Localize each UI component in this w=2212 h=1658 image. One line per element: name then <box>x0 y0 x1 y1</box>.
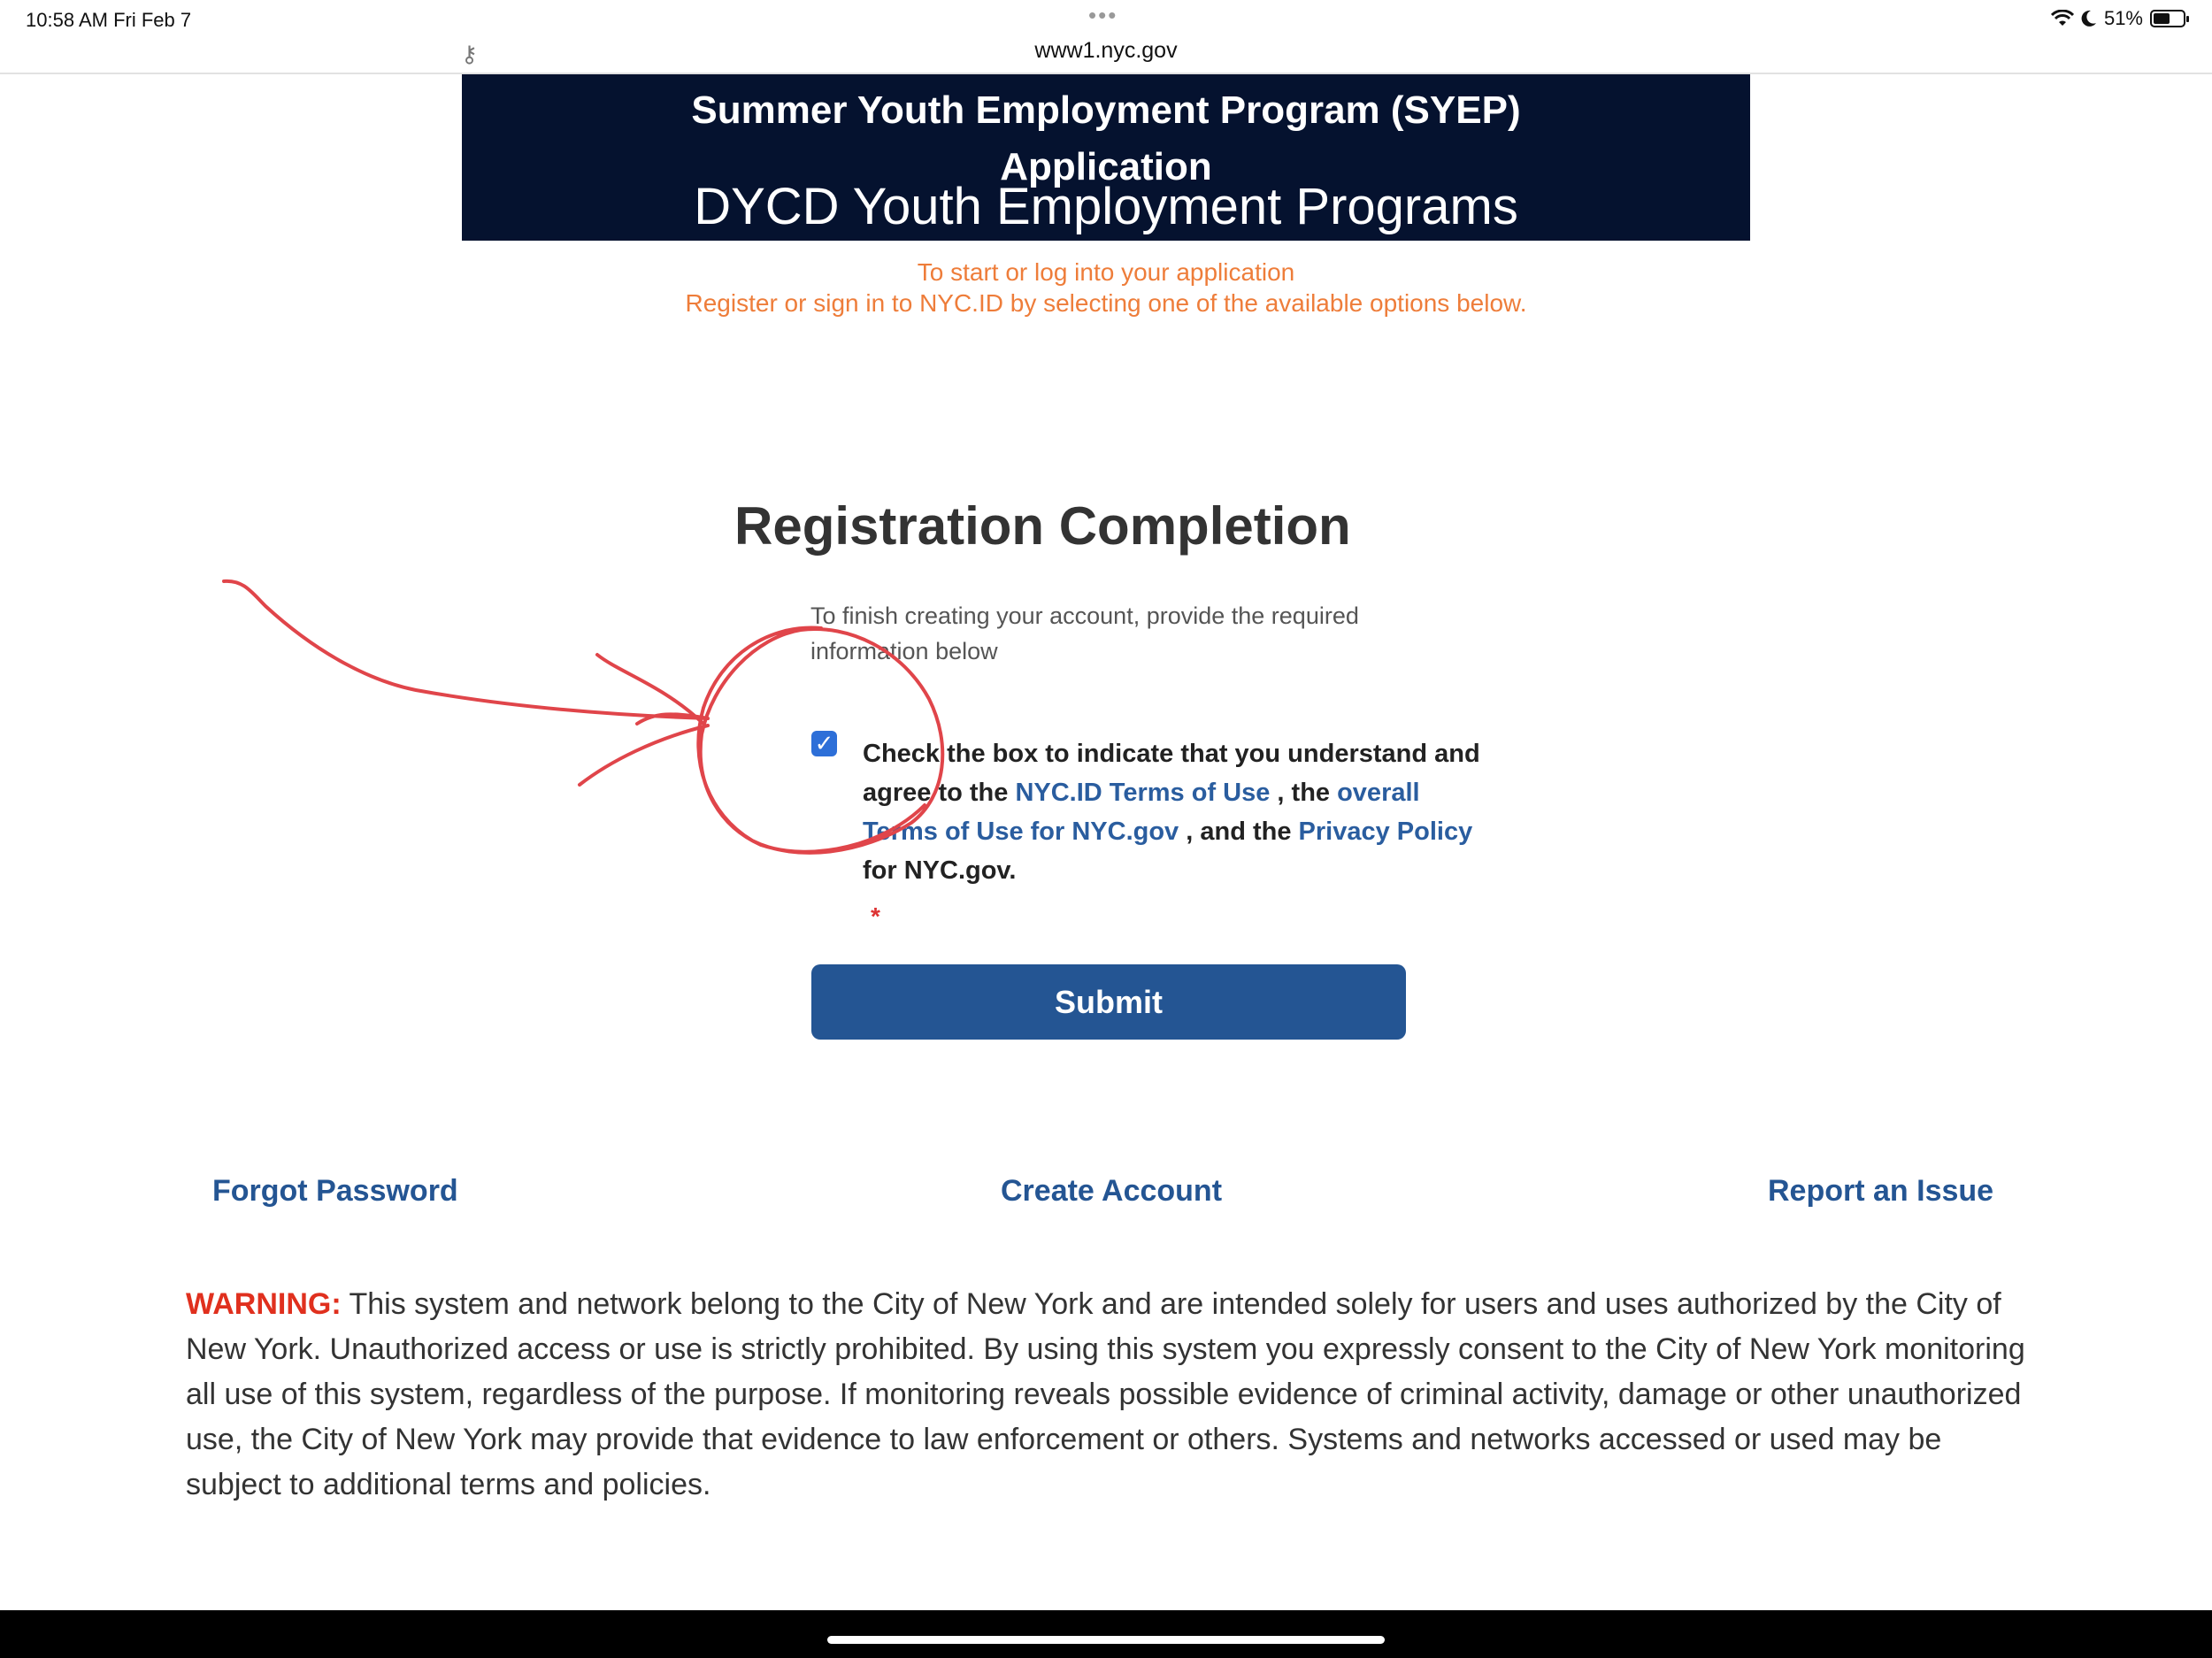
key-icon[interactable]: ⚷ <box>461 41 479 67</box>
more-dots-icon[interactable]: ••• <box>1088 2 1118 28</box>
instruction-line-2: Register or sign in to NYC.ID by selecting one of the available options below. <box>685 289 1527 317</box>
program-banner <box>462 74 1750 241</box>
submit-button[interactable]: Submit <box>811 964 1406 1040</box>
battery-icon <box>2150 10 2185 27</box>
banner-subtitle: Application <box>1000 145 1212 188</box>
terms-text-part-3: , and the <box>1179 817 1299 846</box>
arrow-head-lower <box>580 725 708 785</box>
legal-warning <box>186 1282 2044 1508</box>
arrow-shaft <box>224 581 708 724</box>
wifi-icon <box>2051 10 2074 27</box>
forgot-password-link[interactable]: Forgot Password <box>212 1174 458 1208</box>
banner-program-name: DYCD Youth Employment Programs <box>694 178 1518 235</box>
page-title: Registration Completion <box>734 496 1351 556</box>
privacy-policy-link[interactable]: Privacy Policy <box>1298 817 1473 846</box>
home-indicator[interactable] <box>827 1636 1385 1644</box>
create-account-link[interactable]: Create Account <box>1001 1174 1223 1208</box>
report-issue-link[interactable]: Report an Issue <box>1768 1174 1994 1208</box>
banner-title: Summer Youth Employment Program (SYEP) <box>691 88 1521 132</box>
moon-icon <box>2081 10 2097 27</box>
terms-text-part-2: , the <box>1270 779 1338 807</box>
status-time: 10:58 AM Fri Feb 7 <box>26 9 192 31</box>
terms-text <box>863 734 1482 890</box>
registration-description: To finish creating your account, provide the required information below <box>810 603 1359 664</box>
terms-text-part-4: for NYC.gov. <box>863 856 1017 885</box>
required-marker: * <box>871 902 880 930</box>
nycid-terms-link[interactable]: NYC.ID Terms of Use <box>1015 779 1271 807</box>
status-indicators <box>2051 7 2185 30</box>
bottom-bar <box>0 1610 2212 1658</box>
warning-label: WARNING: <box>186 1287 342 1321</box>
nycgov-terms-link[interactable]: overall Terms of Use for NYC.gov <box>863 779 1420 846</box>
url-bar[interactable]: www1.nyc.gov <box>1034 38 1178 63</box>
terms-checkbox[interactable]: ✓ <box>811 731 837 756</box>
arrow-head-upper <box>597 655 703 724</box>
warning-text: This system and network belong to the City of New York and are intended solely for users and uses authorized by the City of New York. Unauthorized access or use is strictly prohibited. By using this system you expressly consent to the City of New York monitoring all use of this system, regardless of the purpose. If monitoring reveals possible evidence of criminal activity, damage or other unauthorized use, the City of New York may provide that evidence to law enforcement or others. Systems and networks accessed or used may be subject to additional terms and policies. <box>186 1287 2025 1501</box>
instruction-line-1: To start or log into your application <box>917 258 1295 286</box>
terms-text-part-1: Check the box to indicate that you understand and agree to the <box>863 740 1480 807</box>
battery-percent: 51% <box>2103 7 2143 29</box>
